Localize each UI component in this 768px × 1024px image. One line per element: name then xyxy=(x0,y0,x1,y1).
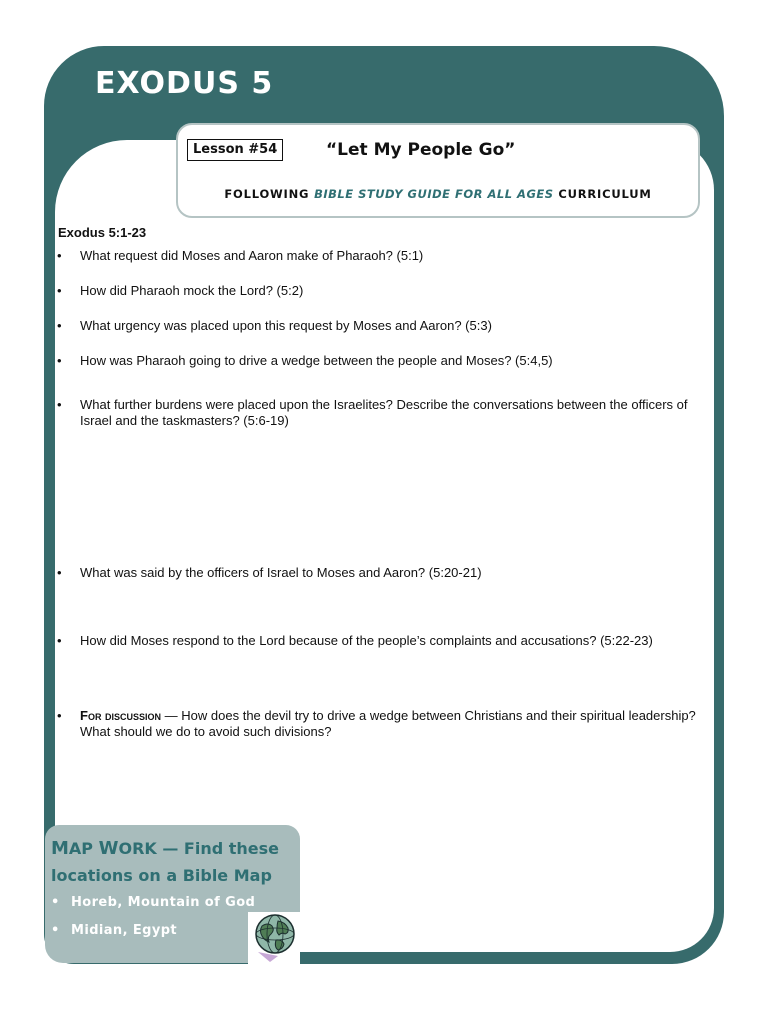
discussion-question: — How does the devil try to drive a wedge between Christians and their spiritual leadership? What should we do to avoid such divisions? xyxy=(80,708,696,739)
bullet: • xyxy=(57,565,62,580)
question-text: What further burdens were placed upon the Israelites? Describe the conversations between the officers of Israel and the taskmasters? (5:6-19) xyxy=(80,397,688,428)
bullet: • xyxy=(57,248,62,263)
question-item xyxy=(57,353,697,369)
heading-part: ORK — Find these xyxy=(118,839,280,858)
map-location-item: • Horeb, Mountain of God xyxy=(51,895,256,910)
curriculum-prefix: FOLLOWING xyxy=(224,187,310,201)
question-text: How did Pharaoh mock the Lord? (5:2) xyxy=(80,283,304,298)
question-text: What request did Moses and Aaron make of Pharaoh? (5:1) xyxy=(80,248,424,263)
heading-cap: W xyxy=(98,838,119,859)
study-questions xyxy=(57,225,702,739)
heading-cap: M xyxy=(51,838,69,859)
question-item xyxy=(57,283,697,299)
lesson-number-badge: Lesson #54 xyxy=(187,139,283,161)
question-text: What urgency was placed upon this request by Moses and Aaron? (5:3) xyxy=(80,318,492,333)
heading-line-2: locations on a Bible Map xyxy=(51,866,272,885)
map-location-name: Midian, Egypt xyxy=(71,923,178,938)
discussion-text xyxy=(57,708,697,740)
map-location-name: Horeb, Mountain of God xyxy=(71,895,256,910)
page-title: EXODUS 5 xyxy=(95,66,274,101)
curriculum-name: BIBLE STUDY GUIDE FOR ALL AGES xyxy=(314,187,554,201)
map-work-heading xyxy=(51,835,299,889)
question-item xyxy=(57,397,697,429)
bullet: • xyxy=(57,397,62,412)
discussion-item xyxy=(57,708,697,740)
question-text: How did Moses respond to the Lord because of the people’s complaints and accusations? (5:22-23) xyxy=(80,633,653,648)
curriculum-line xyxy=(178,187,698,201)
question-item xyxy=(57,318,697,334)
question-text: What was said by the officers of Israel to Moses and Aaron? (5:20-21) xyxy=(80,565,482,580)
discussion-label: For discussion xyxy=(80,708,162,723)
question-text: How was Pharaoh going to drive a wedge between the people and Moses? (5:4,5) xyxy=(80,353,553,368)
bullet: • xyxy=(57,318,62,333)
bullet: • xyxy=(57,708,62,723)
bullet: • xyxy=(57,633,62,648)
bullet: • xyxy=(57,353,62,368)
lesson-header-card xyxy=(176,123,700,218)
question-item xyxy=(57,565,697,581)
curriculum-suffix: CURRICULUM xyxy=(558,187,652,201)
bullet: • xyxy=(57,283,62,298)
scripture-reference: Exodus 5:1-23 xyxy=(58,225,147,240)
lesson-title: “Let My People Go” xyxy=(326,140,516,160)
map-location-item: • Midian, Egypt xyxy=(51,923,178,938)
heading-part: AP xyxy=(68,839,99,858)
globe-icon xyxy=(248,912,300,964)
question-item xyxy=(57,633,697,649)
question-item xyxy=(57,248,697,264)
